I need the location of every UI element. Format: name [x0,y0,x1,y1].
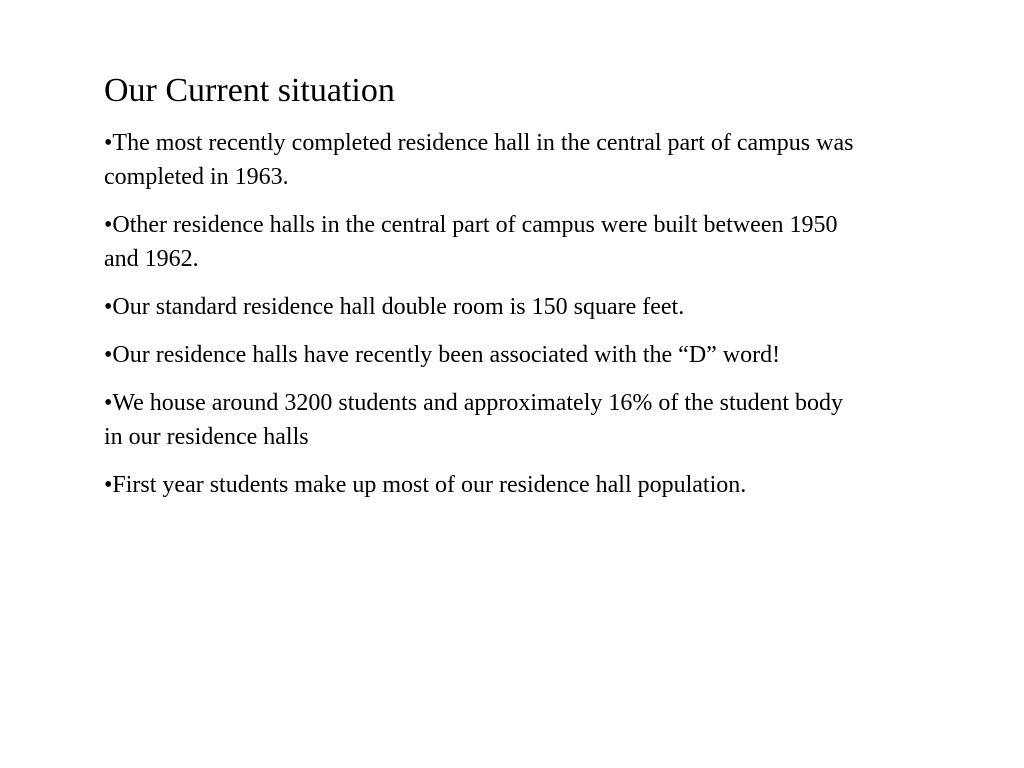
bullet-list [104,126,864,502]
slide-content [104,72,864,516]
slide-title: Our Current situation [104,72,395,109]
bullet-item-6: •First year students make up most of our residence hall population. [104,472,747,498]
bullet-item-5: •We house around 3200 students and approximately 16% of the student body in our residence halls [104,390,843,450]
bullet-item-1: •The most recently completed residence hall in the central part of campus was completed in 1963. [104,130,854,190]
bullet-item-3: •Our standard residence hall double room is 150 square feet. [104,294,685,320]
bullet-item-2: •Other residence halls in the central part of campus were built between 1950 and 1962. [104,212,838,272]
bullet-item-4: •Our residence halls have recently been associated with the “D” word! [104,342,781,368]
